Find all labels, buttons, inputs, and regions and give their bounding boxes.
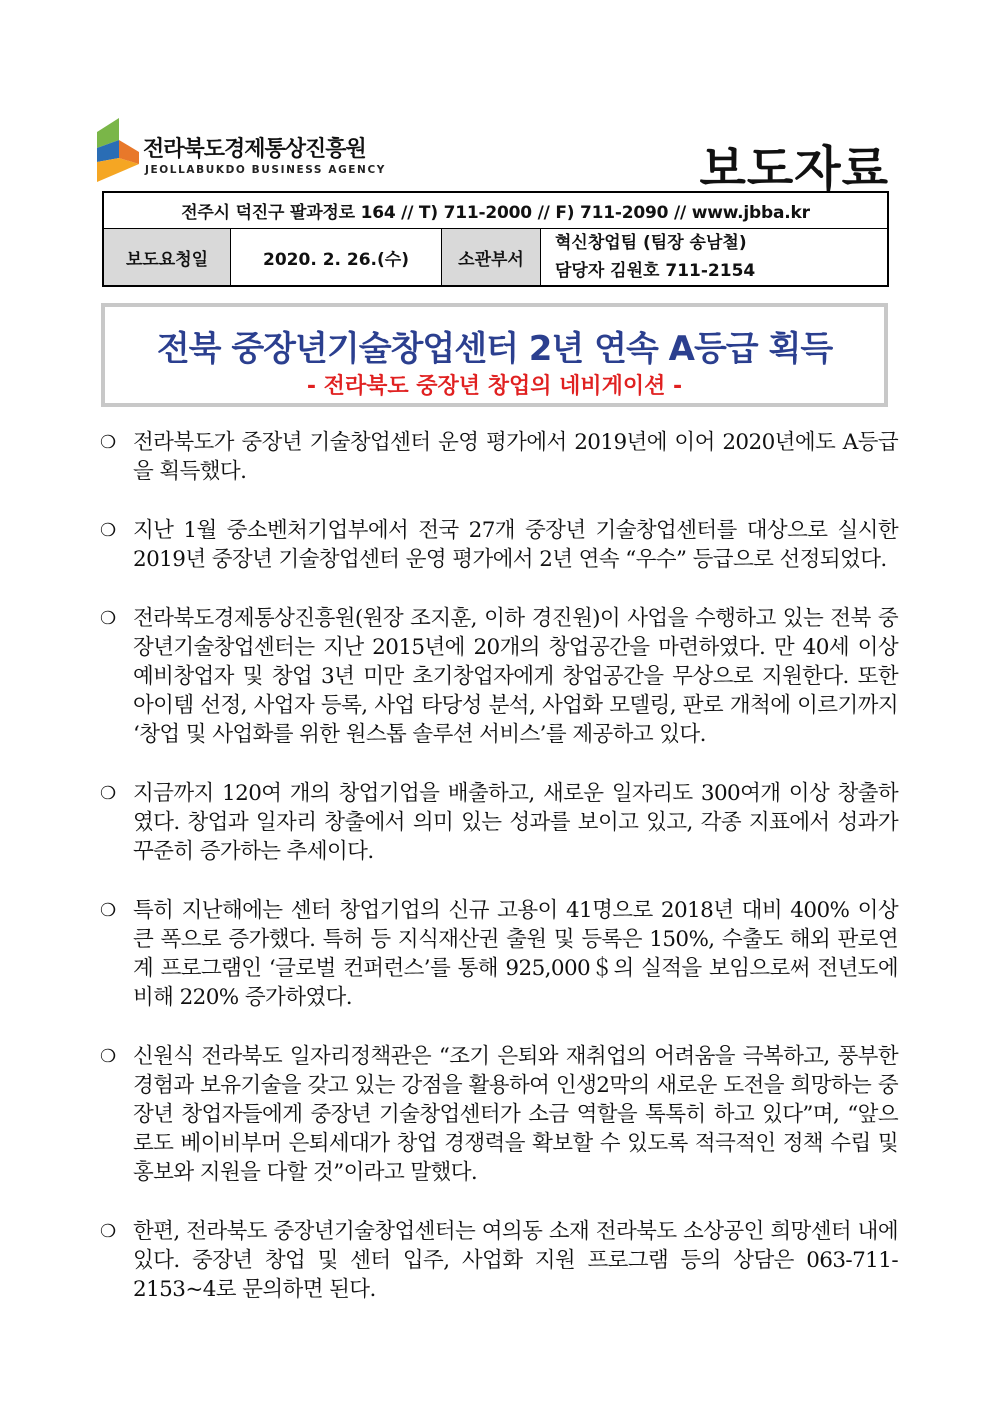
department-contact: 담당자 김원호 711-2154 bbox=[555, 261, 756, 281]
paragraph-text: 특히 지난해에는 센터 창업기업의 신규 고용이 41명으로 2018년 대비 400% 이상 큰 폭으로 증가했다. 특허 등 지식재산권 출원 및 등록은 150%, 수출도 해외 판로연계 프로그램인 ‘글로벌 컨퍼런스’를 통해 925,000＄의 실적을 보임으로써 전년도에 비해 220% 증가하였다. bbox=[133, 898, 898, 1010]
paragraph-text: 지난 1월 중소벤처기업부에서 전국 27개 중장년 기술창업센터를 대상으로 실시한 2019년 중장년 기술창업센터 운영 평가에서 2년 연속 “우수” 등급으로 선정되었다. bbox=[133, 518, 898, 572]
release-date-label: 보도요청일 bbox=[103, 229, 231, 287]
paragraph-text: 신원식 전라북도 일자리정책관은 “조기 은퇴와 재취업의 어려움을 극복하고, 풍부한 경험과 보유기술을 갖고 있는 강점을 활용하여 인생2막의 새로운 도전을 희망하는 중장년 창업자들에게 중장년 기술창업센터가 소금 역할을 톡톡히 하고 있다”며, “앞으로도 베이비부머 은퇴세대가 창업 경쟁력을 확보할 수 있도록 적극적인 정책 수립 및 홍보와 지원을 다할 것”이라고 말했다. bbox=[133, 1044, 898, 1185]
bullet-circle-icon: ❍ bbox=[100, 432, 116, 453]
address-line: 전주시 덕진구 팔과정로 164 // T) 711-2000 // F) 711-2090 // www.jbba.kr bbox=[103, 192, 888, 229]
paragraph bbox=[98, 1042, 898, 1187]
paragraph bbox=[98, 1217, 898, 1304]
document-type-title: 보도자료 bbox=[699, 141, 889, 197]
bullet-circle-icon: ❍ bbox=[100, 783, 116, 804]
bullet-circle-icon: ❍ bbox=[100, 1221, 116, 1242]
agency-logo-icon bbox=[95, 118, 141, 184]
paragraph bbox=[98, 896, 898, 1012]
release-date-value: 2020. 2. 26.(수) bbox=[231, 229, 442, 287]
bullet-circle-icon: ❍ bbox=[100, 608, 116, 629]
contact-info-table bbox=[102, 191, 889, 287]
paragraph-text: 전라북도가 중장년 기술창업센터 운영 평가에서 2019년에 이어 2020년에도 A등급을 획득했다. bbox=[133, 430, 898, 484]
paragraph bbox=[98, 516, 898, 574]
bullet-circle-icon: ❍ bbox=[100, 900, 116, 921]
paragraph-text: 전라북도경제통상진흥원(원장 조지훈, 이하 경진원)이 사업을 수행하고 있는 전북 중장년기술창업센터는 지난 2015년에 20개의 창업공간을 마련하였다. 만 40세 이상 예비창업자 및 창업 3년 미만 초기창업자에게 창업공간을 무상으로 지원한다. 또한 아이템 선정, 사업자 등록, 사업 타당성 분석, 사업화 모델링, 판로 개척에 이르기까지 ‘창업 및 사업화를 위한 원스톱 솔루션 서비스’를 제공하고 있다. bbox=[133, 606, 898, 747]
department-label: 소관부서 bbox=[442, 229, 541, 287]
paragraph bbox=[98, 779, 898, 866]
paragraph bbox=[98, 604, 898, 749]
department-team: 혁신창업팀 (팀장 송남철) bbox=[555, 233, 747, 253]
org-name-english: JEOLLABUKDO BUSINESS AGENCY bbox=[145, 164, 386, 176]
article-body bbox=[98, 428, 898, 1334]
bullet-circle-icon: ❍ bbox=[100, 520, 116, 541]
department-value bbox=[541, 229, 889, 287]
header bbox=[95, 118, 895, 196]
paragraph bbox=[98, 428, 898, 486]
paragraph-text: 지금까지 120여 개의 창업기업을 배출하고, 새로운 일자리도 300여개 이상 창출하였다. 창업과 일자리 창출에서 의미 있는 성과를 보이고 있고, 각종 지표에서 성과가 꾸준히 증가하는 추세이다. bbox=[133, 781, 898, 864]
headline-box bbox=[101, 303, 888, 407]
bullet-circle-icon: ❍ bbox=[100, 1046, 116, 1067]
org-name-korean: 전라북도경제통상진흥원 bbox=[143, 137, 366, 162]
headline-title: 전북 중장년기술창업센터 2년 연속 A등급 획득 bbox=[156, 329, 833, 369]
headline-subtitle: - 전라북도 중장년 창업의 네비게이션 - bbox=[306, 374, 683, 399]
paragraph-text: 한편, 전라북도 중장년기술창업센터는 여의동 소재 전라북도 소상공인 희망센터 내에 있다. 중장년 창업 및 센터 입주, 사업화 지원 프로그램 등의 상담은 063-711-2153~4로 문의하면 된다. bbox=[133, 1219, 898, 1302]
